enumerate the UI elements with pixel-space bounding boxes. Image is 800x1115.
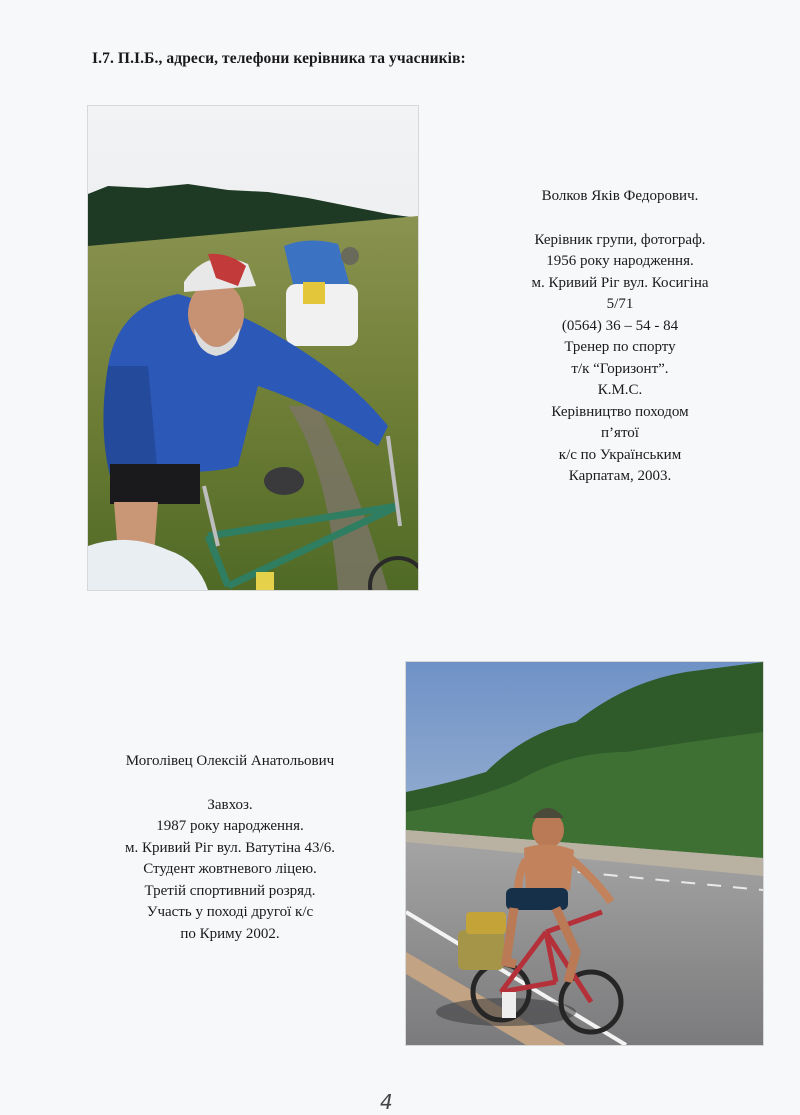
photo-leader <box>88 106 418 590</box>
leader-info-line: м. Кривий Ріг вул. Косигіна <box>531 274 709 291</box>
photo-leader-image <box>88 106 418 590</box>
leader-info-line: Керівник групи, фотограф. <box>534 231 706 248</box>
section-heading: І.7. П.І.Б., адреси, телефони керівника та учасників: <box>92 50 466 67</box>
leader-info-line: Керівництво походом <box>551 403 689 420</box>
quartermaster-info-line: Завхоз. <box>207 796 253 813</box>
photo-quartermaster-image <box>406 662 763 1045</box>
leader-info-line: 5/71 <box>606 296 634 312</box>
leader-info-line: п’ятої <box>601 425 639 441</box>
quartermaster-info-line: м. Кривий Ріг вул. Ватутіна 43/6. <box>125 839 335 856</box>
leader-info-line: Карпатам, 2003. <box>568 468 672 484</box>
page-number: 4 <box>380 1090 393 1114</box>
quartermaster-info-line: Третій спортивний розряд. <box>144 882 316 899</box>
quartermaster-info-line: Студент жовтневого ліцею. <box>143 861 317 877</box>
leader-info-line: 1956 року народження. <box>546 253 694 269</box>
photo-quartermaster <box>406 662 763 1045</box>
leader-info-line: к/с по Українським <box>558 446 682 463</box>
quartermaster-info <box>60 751 400 945</box>
quartermaster-name: Моголівец Олексій Анатольович <box>125 753 335 769</box>
leader-info-line: Тренер по спорту <box>564 339 676 355</box>
quartermaster-info-line: по Криму 2002. <box>180 925 280 942</box>
leader-name: Волков Яків Федорович. <box>541 188 699 204</box>
leader-info-line: К.М.С. <box>597 382 643 398</box>
quartermaster-info-line: Участь у поході другої к/с <box>146 904 314 920</box>
leader-info-line: т/к “Горизонт”. <box>571 360 669 377</box>
leader-phone: (0564) 36 – 54 - 84 <box>561 317 679 334</box>
leader-info <box>470 186 770 488</box>
quartermaster-info-line: 1987 року народження. <box>156 818 304 834</box>
